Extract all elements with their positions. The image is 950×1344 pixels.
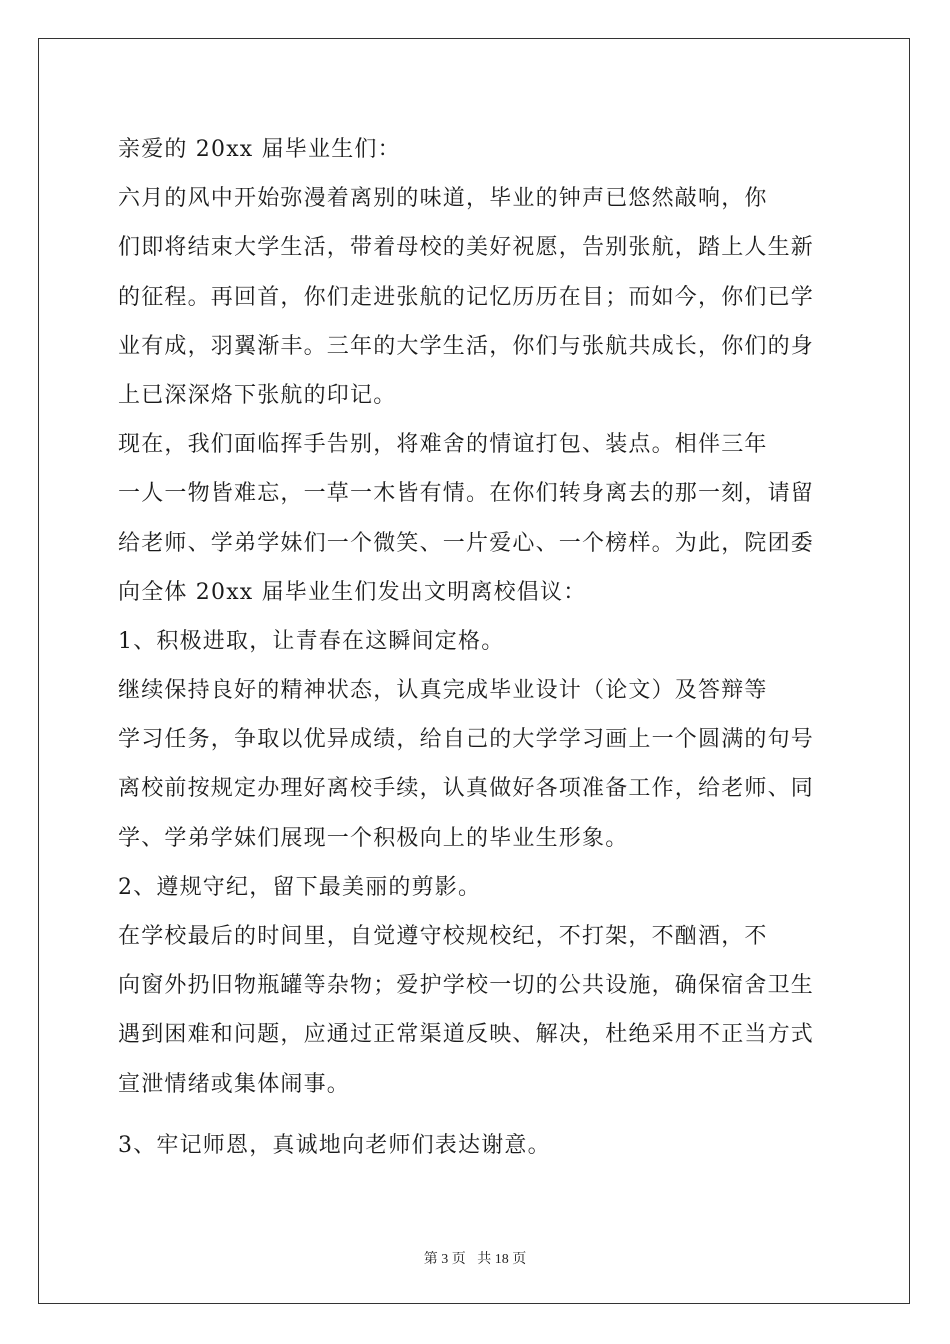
salutation: 亲爱的 20xx 届毕业生们： [118, 137, 401, 162]
section-heading: 1、积极进取，让青春在这瞬间定格。 [118, 628, 505, 654]
paragraph-line: 学习任务，争取以优异成绩，给自己的大学学习画上一个圆满的句号 [118, 727, 815, 753]
page-number: 第 3 页 [423, 1252, 466, 1267]
paragraph-line: 现在，我们面临挥手告别，将难舍的情谊打包、装点。相伴三年 [118, 432, 768, 458]
section-heading: 2、遵规守纪，留下最美丽的剪影。 [118, 874, 482, 900]
paragraph-line: 学、学弟学妹们展现一个积极向上的毕业生形象。 [118, 825, 629, 851]
document-body [118, 125, 838, 1170]
page-total: 共 18 页 [477, 1252, 527, 1267]
paragraph-line: 给老师、学弟学妹们一个微笑、一片爱心、一个榜样。为此，院团委 [118, 530, 815, 556]
paragraph-line: 业有成，羽翼渐丰。三年的大学生活，你们与张航共成长，你们的身 [118, 333, 815, 359]
paragraph-line: 宣泄情绪或集体闹事。 [118, 1071, 351, 1097]
paragraph-line: 六月的风中开始弥漫着离别的味道，毕业的钟声已悠然敲响，你 [118, 186, 768, 212]
paragraph-line: 向全体 20xx 届毕业生们发出文明离校倡议： [118, 579, 587, 605]
paragraph-line: 一人一物皆难忘，一草一木皆有情。在你们转身离去的那一刻，请留 [118, 481, 815, 507]
paragraph-line: 离校前按规定办理好离校手续，认真做好各项准备工作，给老师、同 [118, 776, 815, 802]
paragraph-line: 在学校最后的时间里，自觉遵守校规校纪，不打架，不酗酒，不 [118, 924, 768, 949]
paragraph-line: 继续保持良好的精神状态，认真完成毕业设计（论文）及答辩等 [118, 678, 768, 704]
page-footer [0, 1248, 950, 1268]
paragraph-line: 上已深深烙下张航的印记。 [118, 382, 397, 408]
paragraph-line: 们即将结束大学生活，带着母校的美好祝愿，告别张航，踏上人生新 [118, 235, 815, 261]
paragraph-line: 向窗外扔旧物瓶罐等杂物；爱护学校一切的公共设施，确保宿舍卫生 [118, 973, 815, 999]
paragraph-line: 遇到困难和问题，应通过正常渠道反映、解决，杜绝采用不正当方式 [118, 1022, 815, 1048]
paragraph-line: 的征程。再回首，你们走进张航的记忆历历在目；而如今，你们已学 [118, 284, 815, 310]
section-heading: 3、牢记师恩，真诚地向老师们表达谢意。 [118, 1132, 551, 1158]
